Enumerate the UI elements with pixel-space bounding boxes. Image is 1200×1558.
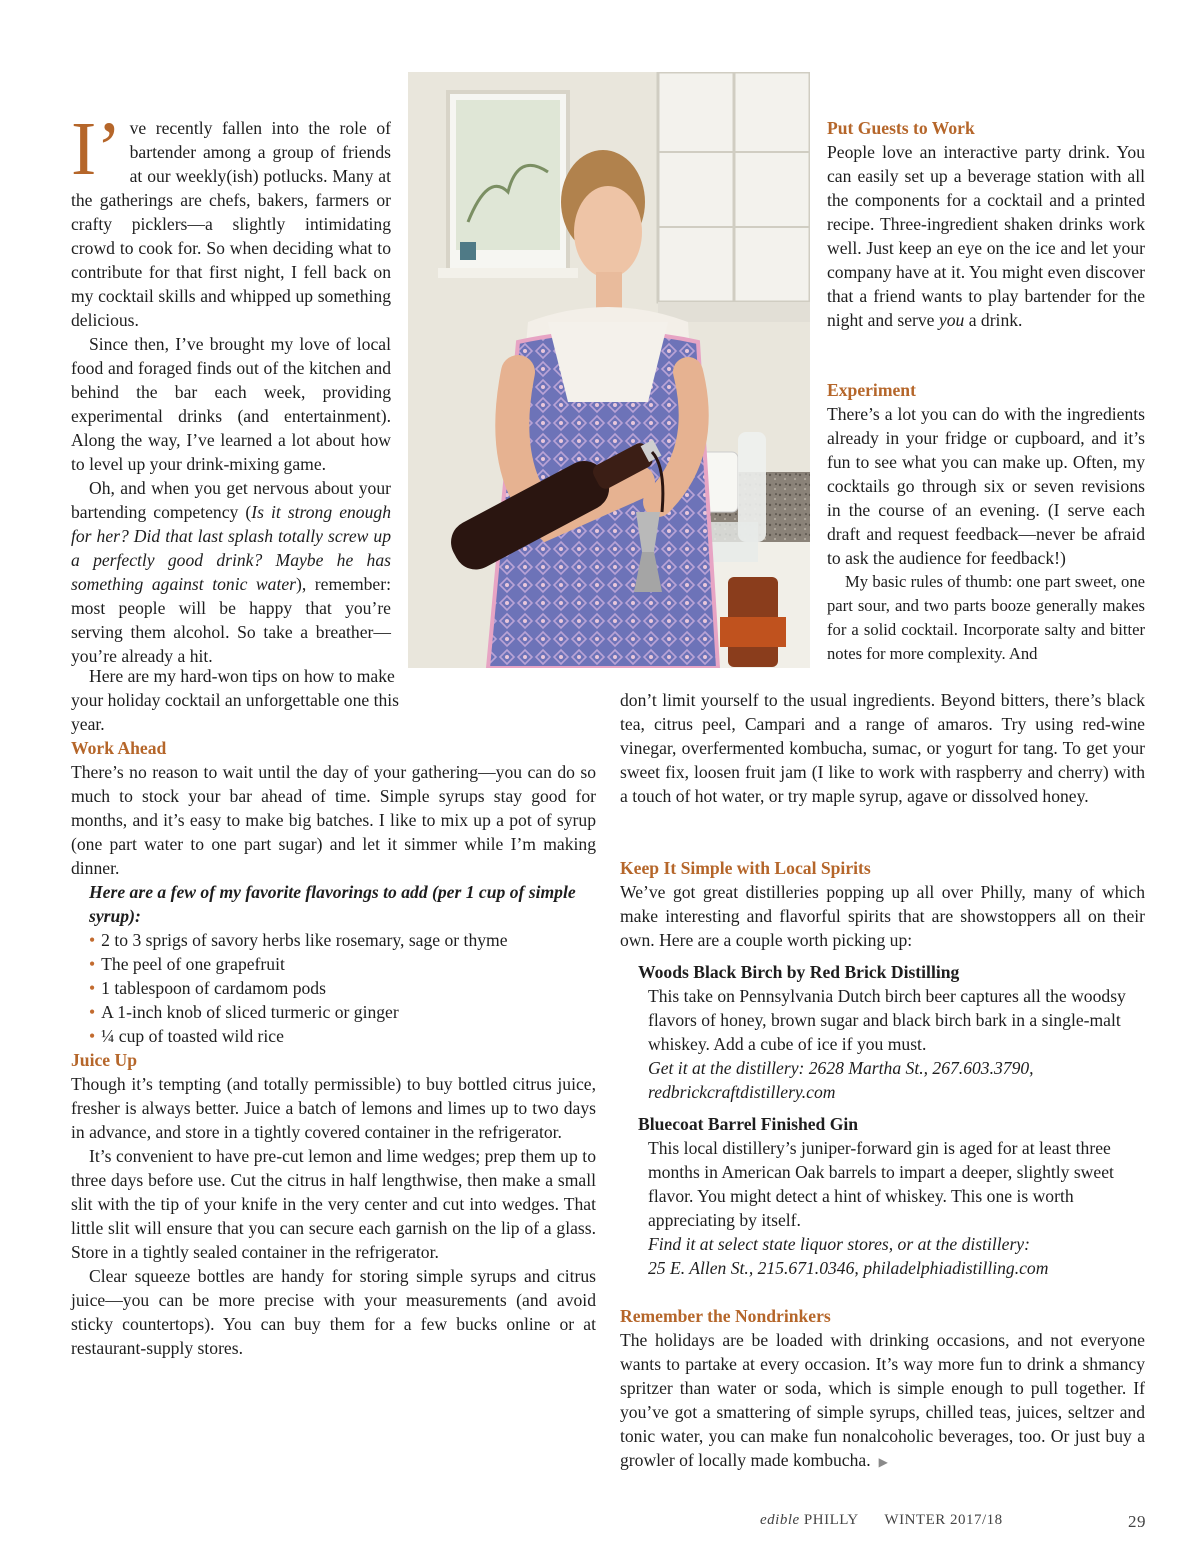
experiment-p2b-text: don’t limit yourself to the usual ingredients. Beyond bitters, there’s black tea, citrus peel, Campari and a range of amaros. Try using red-wine vinegar, overfermented kombucha, sumac, or yogurt for tang. To get your sweet fix, loosen fruit jam (I like to work with raspberry and cherry) with a touch of hot water, or try maple syrup, agave or dissolved honey. <box>620 690 1145 806</box>
juice-up-paragraph-2: It’s convenient to have pre-cut lemon and lime wedges; prep them up to three days before use. Cut the citrus in half lengthwise, then make a small slit with the tip of your knife in the very center and cut into wedges. That little slit will ensure that you can secure each garnish on the lip of a glass. Store in a tightly sealed container in the refrigerator. <box>71 1146 596 1262</box>
put-guests-body: People love an interactive party drink. You can easily set up a beverage station with all the components for a cocktail and a printed recipe. Three-ingredient shaken drinks work well. Just keep an eye on the ice and let your company have at it. You might even discover that a friend wants to play bartender for the night and serve you a drink. <box>827 142 1145 330</box>
nondrinkers-body: The holidays are be loaded with drinking occasions, and not everyone wants to partake at every occasion. It’s way more fun to drink a shmancy spritzer than water or soda, which is simple enough to pull together. If you’ve got a smattering of simple syrups, chilled teas, juices, seltzer and tonic water, you can make fun nonalcoholic beverages, too. Or just buy a growler of locally made kombucha. ▶ <box>620 1330 1145 1470</box>
intro-p3-italic: Is it strong enough for her? Did that last splash totally screw up a perfectly good drink? Maybe he has something against tonic water <box>71 502 391 594</box>
juice-up-section <box>71 1048 596 1360</box>
juice-up-paragraph-1: Though it’s tempting (and totally permissible) to buy bottled citrus juice, fresher is always better. Juice a batch of lemons and limes up to two days in advance, and store in a tightly covered container in the refrigerator. <box>71 1074 596 1142</box>
footer-brand: PHILLY <box>803 1512 859 1528</box>
page-footer <box>760 1512 1146 1534</box>
list-item: • A 1-inch knob of sliced turmeric or ginger <box>89 1002 399 1022</box>
local-spirits-intro: We’ve got great distilleries popping up all over Philly, many of which make interesting and flavorful spirits that are showstoppers all on their own. Here are a couple worth picking up: <box>620 882 1145 950</box>
experiment-paragraph-2b <box>620 688 1145 808</box>
spirit-where-line-1: Find it at select state liquor stores, or at the distillery: <box>648 1234 1030 1254</box>
nondrinkers-section <box>620 1304 1145 1474</box>
flavorings-intro: Here are a few of my favorite flavorings to add (per 1 cup of simple syrup): <box>89 882 576 926</box>
juice-up-heading: Juice Up <box>71 1050 137 1070</box>
spirit-description: This take on Pennsylvania Dutch birch beer captures all the woodsy flavors of honey, brown sugar and black birch bark in a single-malt whiskey. Add a cube of ice if you must. <box>648 986 1126 1054</box>
experiment-heading: Experiment <box>827 380 916 400</box>
experiment-section <box>827 378 1145 666</box>
spirit-description: This local distillery’s juniper-forward gin is aged for at least three months in American Oak barrels to impart a deeper, slightly sweet flavor. You might detect a hint of whiskey. This one is worth appreciating by itself. <box>648 1138 1114 1230</box>
put-guests-section <box>827 116 1145 332</box>
list-item: • 2 to 3 sprigs of savory herbs like rosemary, sage or thyme <box>89 930 508 950</box>
footer-brand-italic: edible <box>760 1512 800 1528</box>
local-spirits-section <box>620 856 1145 1280</box>
drop-cap: I’ <box>71 107 122 191</box>
spirit-where-line-2: 25 E. Allen St., 215.671.0346, philadelphiadistilling.com <box>648 1258 1049 1278</box>
flavorings-list <box>71 928 596 1048</box>
spirit-where-line-1: Get it at the distillery: 2628 Martha St., 267.603.3790, <box>648 1058 1034 1078</box>
intro-paragraph-1 <box>71 107 391 332</box>
spirit-where-line-2: redbrickcraftdistillery.com <box>648 1082 836 1102</box>
juice-up-paragraph-3: Clear squeeze bottles are handy for storing simple syrups and citrus juice—you can be more precise with your measurements (and avoid sticky countertops). You can buy them for a few bucks online or at restaurant-supply stores. <box>71 1266 596 1358</box>
list-item: • 1 tablespoon of cardamom pods <box>89 978 326 998</box>
intro-p3-start: Oh, and when you get nervous about your bartending competency ( <box>71 478 391 522</box>
page-number: 29 <box>1128 1512 1146 1531</box>
put-guests-heading: Put Guests to Work <box>827 118 975 138</box>
spirit-item <box>620 1112 1145 1280</box>
spirit-item <box>620 960 1145 1104</box>
photo-bartender-pouring <box>408 72 810 668</box>
spirit-name: Woods Black Birch by Red Brick Distilling <box>638 962 960 982</box>
intro-p4-text: Here are my hard-won tips on how to make your holiday cocktail an unforgettable one this year. <box>71 666 400 734</box>
intro-paragraph-3 <box>71 476 391 668</box>
experiment-paragraph-1: There’s a lot you can do with the ingredients already in your fridge or cupboard, and it’s fun to see what you can make up. Often, my cocktails go through six or seven revisions in the course of an evening. (I serve each draft and request feedback—never be afraid to ask the audience for feedback!) <box>827 404 1145 568</box>
work-ahead-section <box>71 736 596 1048</box>
intro-text-1: ve recently fallen into the role of bartender among a group of friends at our weekly(ish) potlucks. Many at the gatherings are chefs, bakers, farmers or crafty picklers—a slightly intimidating crowd to cook for. So when deciding what to contribute for that first night, I fell back on my cocktail skills and whipped up something delicious. <box>71 118 391 330</box>
work-ahead-heading: Work Ahead <box>71 738 167 758</box>
intro-p3-end: ), remember: most people will be happy that you’re serving them alcohol. So take a breather—you’re already a hit. <box>71 574 391 666</box>
list-item: • The peel of one grapefruit <box>89 954 285 974</box>
article-photo <box>408 72 810 668</box>
work-ahead-body: There’s no reason to wait until the day of your gathering—you can do so much to stock your bar ahead of time. Simple syrups stay good for months, and it’s easy to make big batches. I like to mix up a pot of syrup (one part water to one part sugar) and let it simmer while I’m making dinner. <box>71 762 596 878</box>
nondrinkers-heading: Remember the Nondrinkers <box>620 1306 831 1326</box>
intro-paragraph-2: Since then, I’ve brought my love of local food and foraged finds out of the kitchen and behind the bar each week, providing experimental drinks (and entertainment). Along the way, I’ve learned a lot about how to level up your drink-mixing game. <box>71 334 391 474</box>
continue-arrow-icon: ▶ <box>878 1455 888 1469</box>
experiment-paragraph-2a: My basic rules of thumb: one part sweet, one part sour, and two parts booze generally makes for a solid cocktail. Incorporate salty and bitter notes for more complexity. And <box>827 572 1145 663</box>
intro-paragraph-4 <box>71 664 401 736</box>
list-item: • ¼ cup of toasted wild rice <box>89 1026 284 1046</box>
spirit-name: Bluecoat Barrel Finished Gin <box>638 1114 859 1134</box>
footer-issue: WINTER 2017/18 <box>884 1512 1003 1528</box>
intro-section <box>71 107 391 668</box>
local-spirits-heading: Keep It Simple with Local Spirits <box>620 858 871 878</box>
